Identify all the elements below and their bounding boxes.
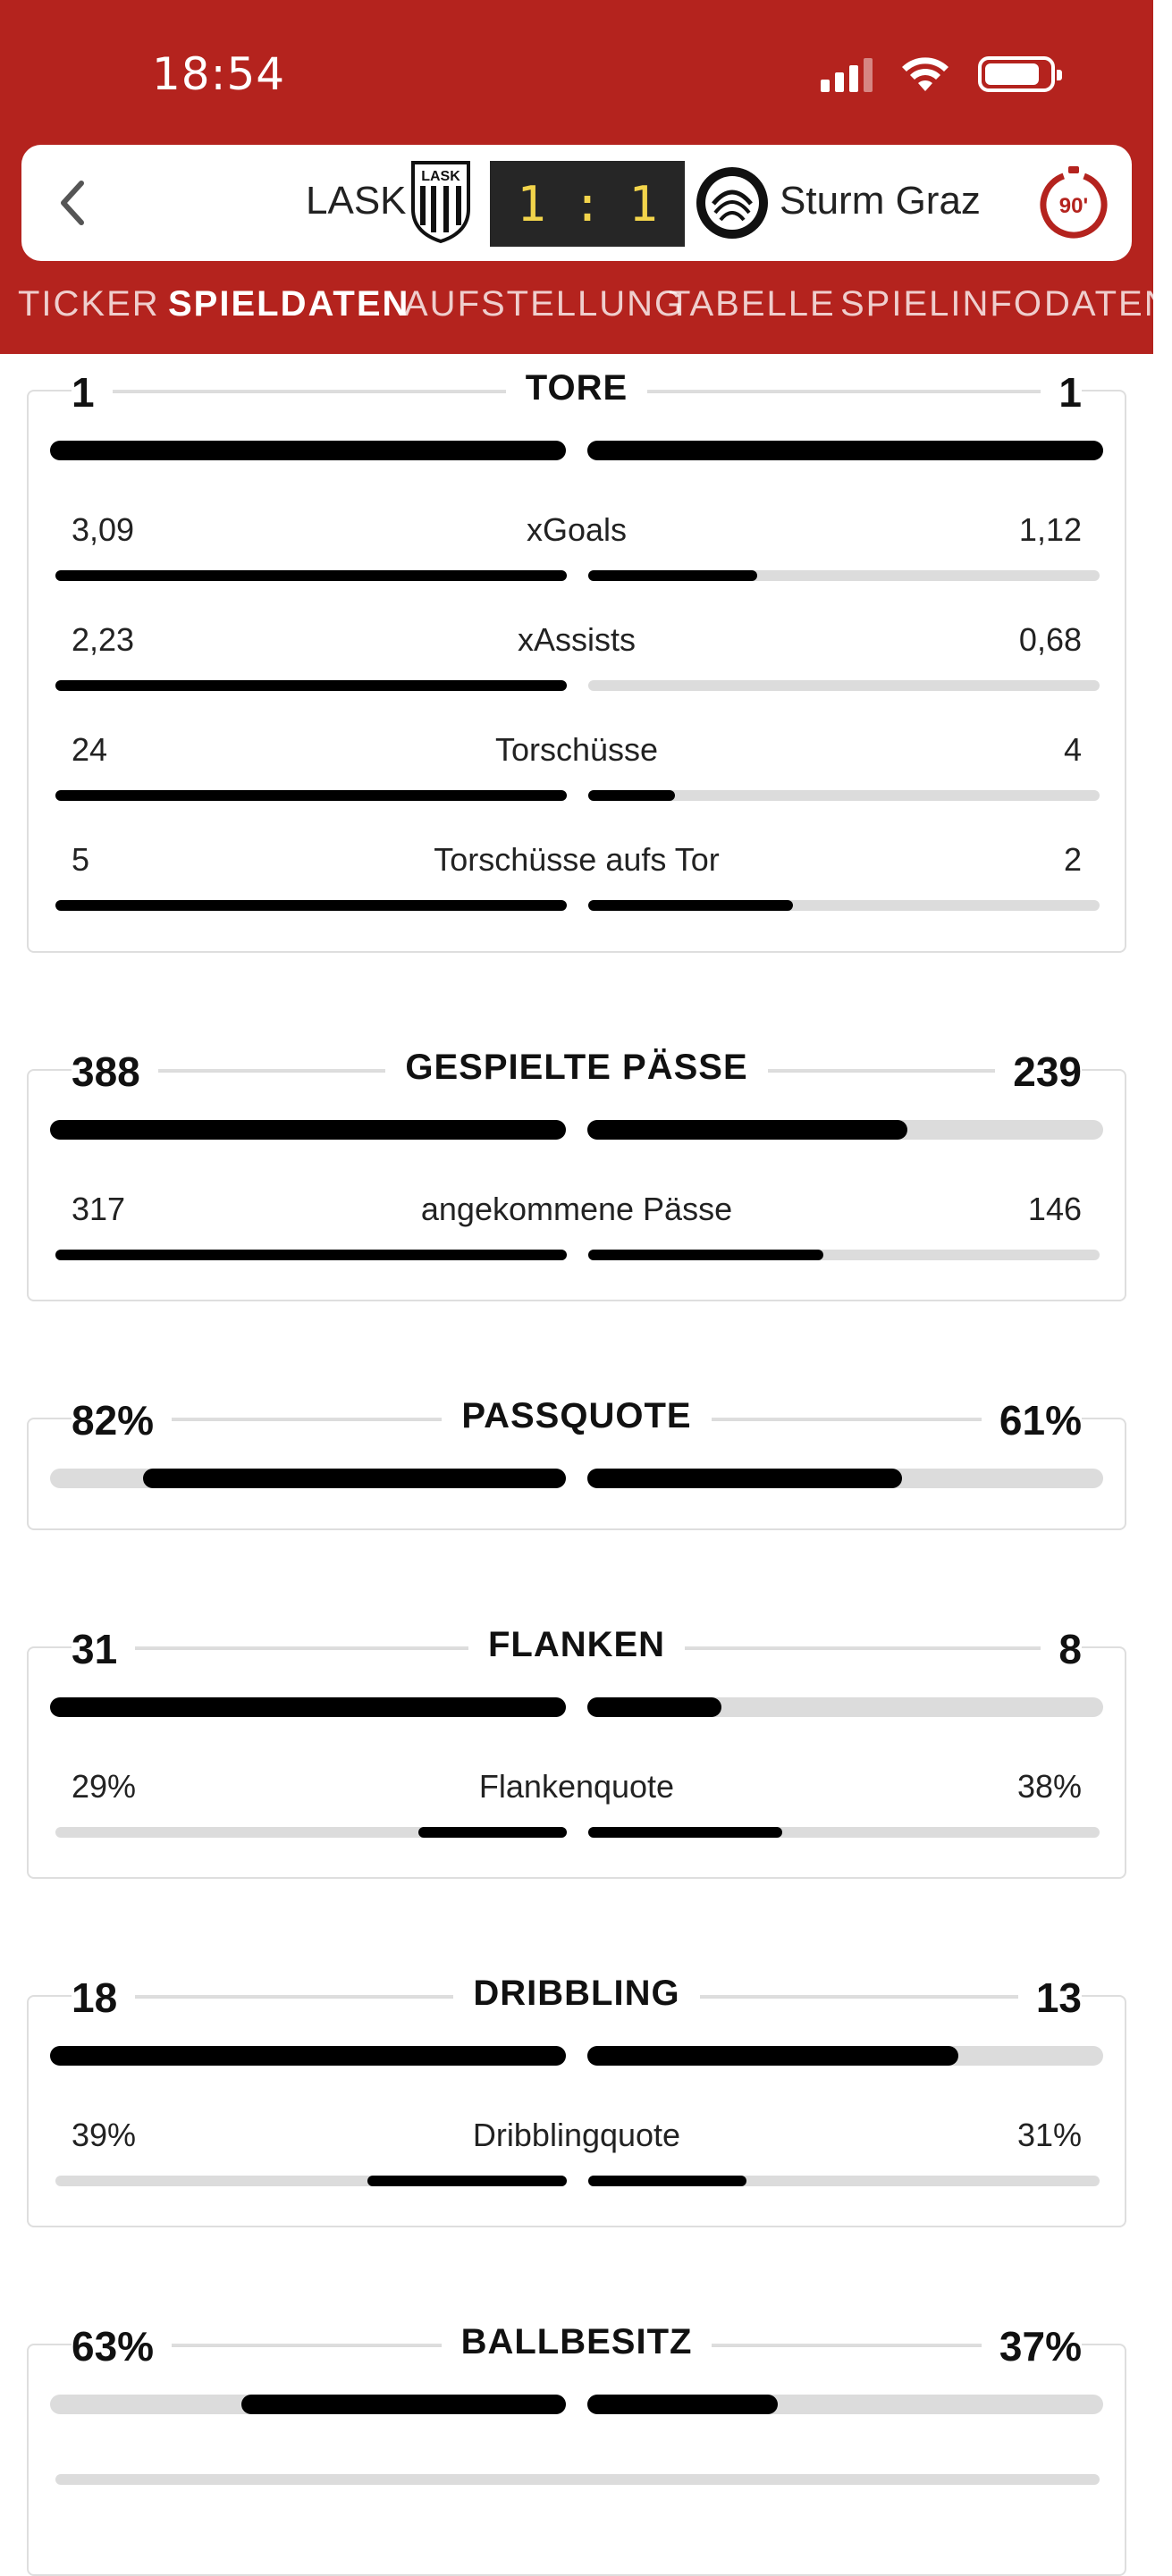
- svg-text:90': 90': [1058, 194, 1089, 218]
- stat-card-flanken: [27, 1625, 1126, 1879]
- bar-fill-home: [55, 790, 567, 801]
- app-header: [0, 0, 1172, 354]
- stat-bar: [50, 2046, 1103, 2066]
- bar-fill-home: [50, 441, 566, 460]
- bar-fill-away: [588, 900, 793, 911]
- bar-fill-away: [587, 2395, 778, 2414]
- stat-row-torschuesse: 24 Torschüsse 4: [72, 731, 1082, 768]
- bar-fill-home: [55, 900, 567, 911]
- bar-fill-home: [55, 570, 567, 581]
- stat-value-away: 37%: [982, 2322, 1082, 2370]
- stat-value-home: 63%: [72, 2322, 172, 2370]
- stat-bar-xassists: [55, 680, 1098, 691]
- stat-bar: [50, 1120, 1103, 1140]
- stat-bar-xgoals: [55, 570, 1098, 581]
- bar-fill-away: [587, 1120, 907, 1140]
- away-score: 1: [628, 175, 658, 232]
- svg-text:LASK: LASK: [421, 169, 460, 184]
- stat-bar-flankenquote: [55, 1827, 1098, 1838]
- stat-value-away: 61%: [982, 1396, 1082, 1444]
- stat-title: TORE: [29, 368, 1125, 408]
- stat-row-angekommene-paesse: 317 angekommene Pässe 146: [72, 1191, 1082, 1227]
- stat-value-home: 82%: [72, 1396, 172, 1444]
- bar-fill-home: [418, 1827, 567, 1838]
- bar-fill-away: [587, 1469, 902, 1488]
- tab-spieldaten[interactable]: SPIELDATEN: [168, 284, 410, 324]
- tab-bar: [0, 284, 1172, 338]
- battery-icon: [978, 56, 1055, 92]
- stat-title: PASSQUOTE: [29, 1396, 1125, 1436]
- stat-value-home: 1: [72, 368, 113, 417]
- stat-row-xassists: 2,23 xAssists 0,68: [72, 621, 1082, 658]
- status-icons: [821, 55, 1055, 93]
- stat-bar: [50, 1469, 1103, 1488]
- stat-bar: [50, 1697, 1103, 1717]
- stat-card-dribbling: [27, 1974, 1126, 2227]
- bar-fill-home: [50, 1697, 566, 1717]
- stat-title: BALLBESITZ: [29, 2322, 1125, 2362]
- stat-value-home: 31: [72, 1625, 135, 1673]
- stat-value-away: 8: [1041, 1625, 1082, 1673]
- stat-row-dribblingquote: 39% Dribblingquote 31%: [72, 2117, 1082, 2153]
- stat-value-away: 239: [995, 1048, 1082, 1096]
- stat-bar: [50, 2395, 1103, 2414]
- tab-ticker[interactable]: TICKER: [18, 284, 160, 324]
- stat-row-flankenquote: 29% Flankenquote 38%: [72, 1768, 1082, 1805]
- back-button[interactable]: [41, 172, 104, 234]
- stat-value-home: 388: [72, 1048, 158, 1096]
- stat-title: DRIBBLING: [29, 1974, 1125, 2014]
- stat-value-away: 1: [1041, 368, 1082, 417]
- match-scorebar: [21, 145, 1132, 261]
- home-score: 1: [517, 175, 546, 232]
- lask-crest-icon: [408, 159, 474, 245]
- bar-fill-home: [143, 1469, 566, 1488]
- bar-fill-away: [588, 1250, 823, 1260]
- tab-daten[interactable]: DATEN: [1044, 284, 1172, 324]
- tab-tabelle[interactable]: TABELLE: [669, 284, 836, 324]
- stat-value-home: 18: [72, 1974, 135, 2022]
- stat-card-passquote: [27, 1396, 1126, 1530]
- away-team-name[interactable]: Sturm Graz: [780, 179, 981, 223]
- stat-bar-torschuesse: [55, 790, 1098, 801]
- bar-fill-home: [50, 2046, 566, 2066]
- bar-fill-home: [50, 1120, 566, 1140]
- stat-value-away: 13: [1018, 1974, 1082, 2022]
- stat-card-gespielte-paesse: [27, 1048, 1126, 1301]
- tab-spielinfo[interactable]: SPIELINFO: [840, 284, 1043, 324]
- stat-row-xgoals: 3,09 xGoals 1,12: [72, 511, 1082, 548]
- stat-card-tore: [27, 368, 1126, 953]
- bar-fill-away: [587, 441, 1103, 460]
- stat-bar-angekommene-paesse: [55, 1250, 1098, 1260]
- match-minute-icon[interactable]: [1033, 163, 1114, 243]
- score-box: [490, 161, 685, 247]
- wifi-icon: [899, 55, 951, 93]
- stat-title: GESPIELTE PÄSSE: [29, 1048, 1125, 1088]
- stat-row-torschuesse-aufs-tor: 5 Torschüsse aufs Tor 2: [72, 841, 1082, 878]
- status-time: 18:54: [152, 48, 286, 100]
- cellular-signal-icon: [821, 56, 873, 92]
- bar-fill-away: [587, 2046, 958, 2066]
- bar-fill-home: [55, 1250, 567, 1260]
- bar-fill-away: [588, 2176, 746, 2186]
- bar-fill-home: [241, 2395, 567, 2414]
- stat-bar-torschuesse-aufs-tor: [55, 900, 1098, 911]
- stat-bar-partial: [55, 2474, 1098, 2485]
- bar-fill-home: [367, 2176, 567, 2186]
- chevron-left-icon: [55, 178, 90, 228]
- stat-card-ballbesitz: [27, 2322, 1126, 2576]
- sturm-graz-crest-icon: [694, 164, 771, 241]
- home-team-name[interactable]: LASK: [306, 179, 407, 223]
- bar-fill-away: [588, 1827, 782, 1838]
- bar-fill-away: [587, 1697, 721, 1717]
- tab-aufstellung[interactable]: AUFSTELLUNG: [404, 284, 685, 324]
- bar-fill-away: [588, 570, 757, 581]
- stat-bar: [50, 441, 1103, 460]
- bar-fill-away: [588, 790, 675, 801]
- stat-bar-dribblingquote: [55, 2176, 1098, 2186]
- bar-fill-home: [55, 680, 567, 691]
- stat-title: FLANKEN: [29, 1625, 1125, 1665]
- score-separator: :: [572, 175, 603, 232]
